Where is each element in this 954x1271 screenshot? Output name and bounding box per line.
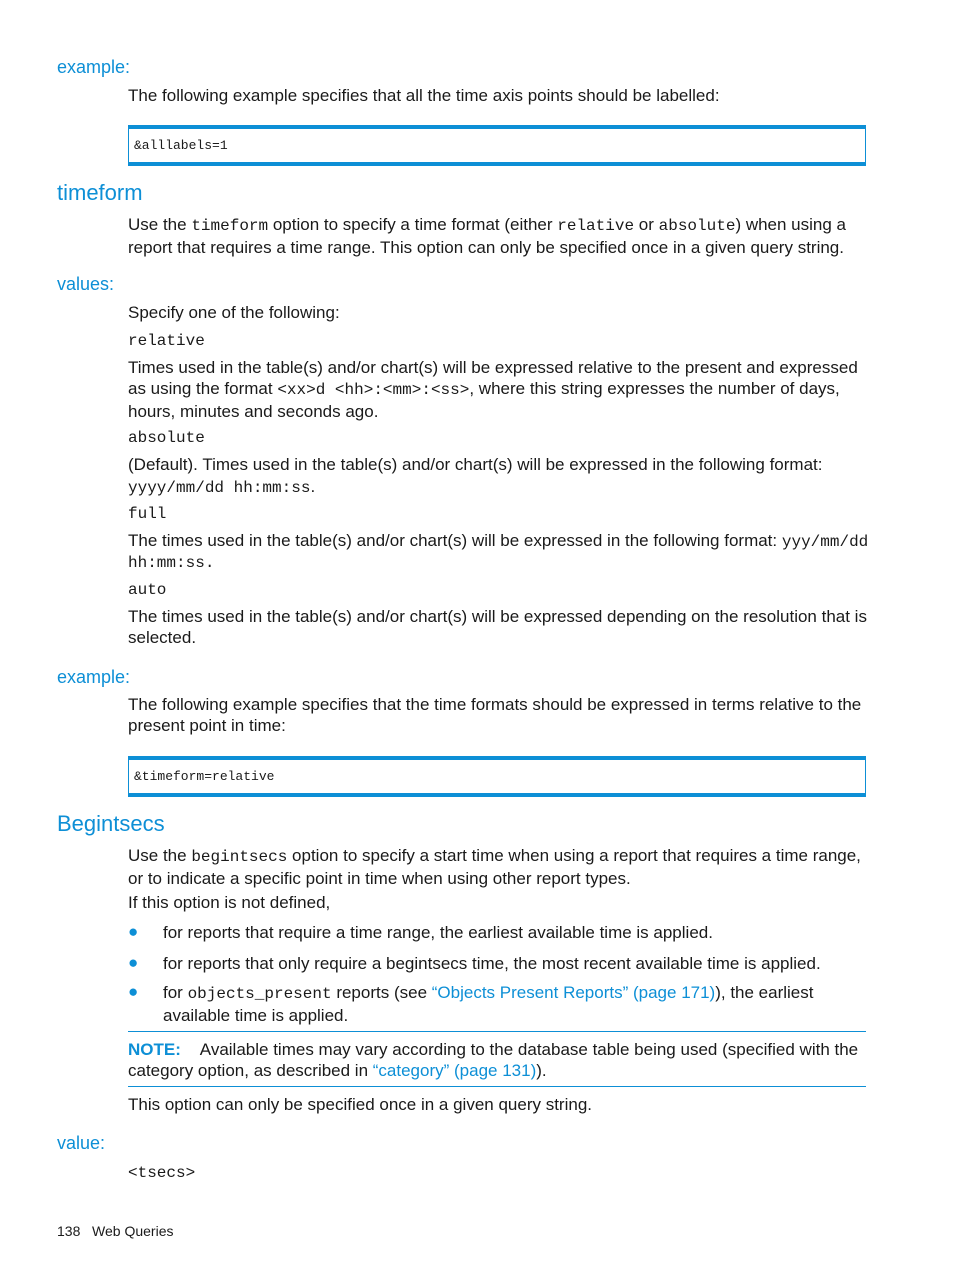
text: for [163, 983, 188, 1002]
text: Use the [128, 215, 192, 234]
example-text-2: The following example specifies that the time formats should be expressed in terms relative to the present point in time: [128, 695, 862, 735]
values-heading: values: [57, 274, 115, 294]
bullet-icon: ● [128, 982, 139, 1001]
timeform-intro [128, 214, 873, 258]
code-alllabels: &alllabels=1 [134, 138, 228, 153]
text: ), the earliest available time is applied. [163, 983, 814, 1025]
code-box-alllabels [128, 125, 866, 166]
list-item: for reports that require a time range, the earliest available time is applied. [163, 923, 713, 942]
term-full: full [128, 505, 167, 523]
begintsecs-once: This option can only be specified once in a given query string. [128, 1095, 592, 1114]
note [128, 1039, 873, 1081]
auto-desc: The times used in the table(s) and/or chart(s) will be expressed depending on the resolution that is selected. [128, 607, 867, 647]
value-heading: value: [57, 1133, 106, 1153]
link-objects-present-reports[interactable]: “Objects Present Reports” (page 171) [431, 983, 716, 1002]
code-absolute-format: yyyy/mm/dd hh:mm:ss [128, 479, 311, 497]
begintsecs-intro [128, 845, 873, 889]
page-footer [57, 1223, 173, 1239]
code-box-timeform [128, 756, 866, 797]
term-auto: auto [128, 581, 167, 599]
bullet-icon: ● [128, 953, 139, 972]
note-divider-bottom [128, 1086, 866, 1087]
text: option to specify a start time when using a report that requires a time range, or to indicate a specific point in time when using other report types. [128, 846, 861, 888]
code-absolute: absolute [658, 217, 736, 235]
code-objects-present: objects_present [187, 985, 332, 1003]
note-divider-top [128, 1031, 866, 1032]
code-format: <xx>d <hh>:<mm>:<ss> [277, 381, 470, 399]
absolute-desc: (Default). Times used in the table(s) and/or chart(s) will be expressed in the following format: [128, 455, 823, 474]
text: . [310, 477, 316, 496]
code-timeform-relative: &timeform=relative [134, 769, 275, 784]
values-specify: Specify one of the following: [128, 303, 340, 322]
value-code: <tsecs> [128, 1164, 196, 1182]
text: , where this string expresses the number of days, hours, minutes and seconds ago. [128, 379, 840, 421]
example-text-1: The following example specifies that all the time axis points should be labelled: [128, 86, 720, 105]
text: Times used in the table(s) and/or chart(s) will be expressed relative to the present and expressed as using the format [128, 358, 858, 398]
section-heading-begintsecs: Begintsecs [57, 811, 165, 836]
example-heading-2: example: [57, 667, 131, 687]
code-timeform: timeform [191, 217, 269, 235]
note-label: NOTE: [128, 1040, 181, 1059]
absolute-format [128, 476, 873, 499]
section-heading-timeform: timeform [57, 180, 143, 205]
text: option to specify a time format (either [268, 215, 558, 234]
text: Available times may vary according to the database table being used (specified with the category option, as described in [128, 1040, 859, 1080]
text: ) when using a report that requires a time range. This option can only be specified once in a given query string. [128, 215, 847, 257]
footer-section: Web Queries [92, 1223, 174, 1239]
text: ). [536, 1061, 547, 1080]
text: Use the [128, 846, 192, 865]
code-relative: relative [557, 217, 635, 235]
full-code-time: hh:mm:ss. [128, 554, 215, 572]
bullet-icon: ● [128, 922, 139, 941]
list-item [163, 982, 873, 1026]
full-desc [128, 530, 873, 553]
term-absolute: absolute [128, 429, 205, 447]
relative-desc [128, 357, 873, 422]
code-begintsecs: begintsecs [191, 848, 288, 866]
example-heading-1: example: [57, 57, 131, 77]
text: or [634, 215, 659, 234]
page-number: 138 [57, 1223, 81, 1239]
text: reports (see [331, 983, 432, 1002]
begintsecs-if-not: If this option is not defined, [128, 893, 331, 912]
link-category[interactable]: “category” (page 131) [372, 1061, 537, 1080]
term-relative: relative [128, 332, 205, 350]
list-item: for reports that only require a begintsecs time, the most recent available time is applied. [163, 954, 821, 973]
text: The times used in the table(s) and/or chart(s) will be expressed in the following format: [128, 531, 782, 550]
code-full-date: yyy/mm/dd [781, 533, 869, 551]
